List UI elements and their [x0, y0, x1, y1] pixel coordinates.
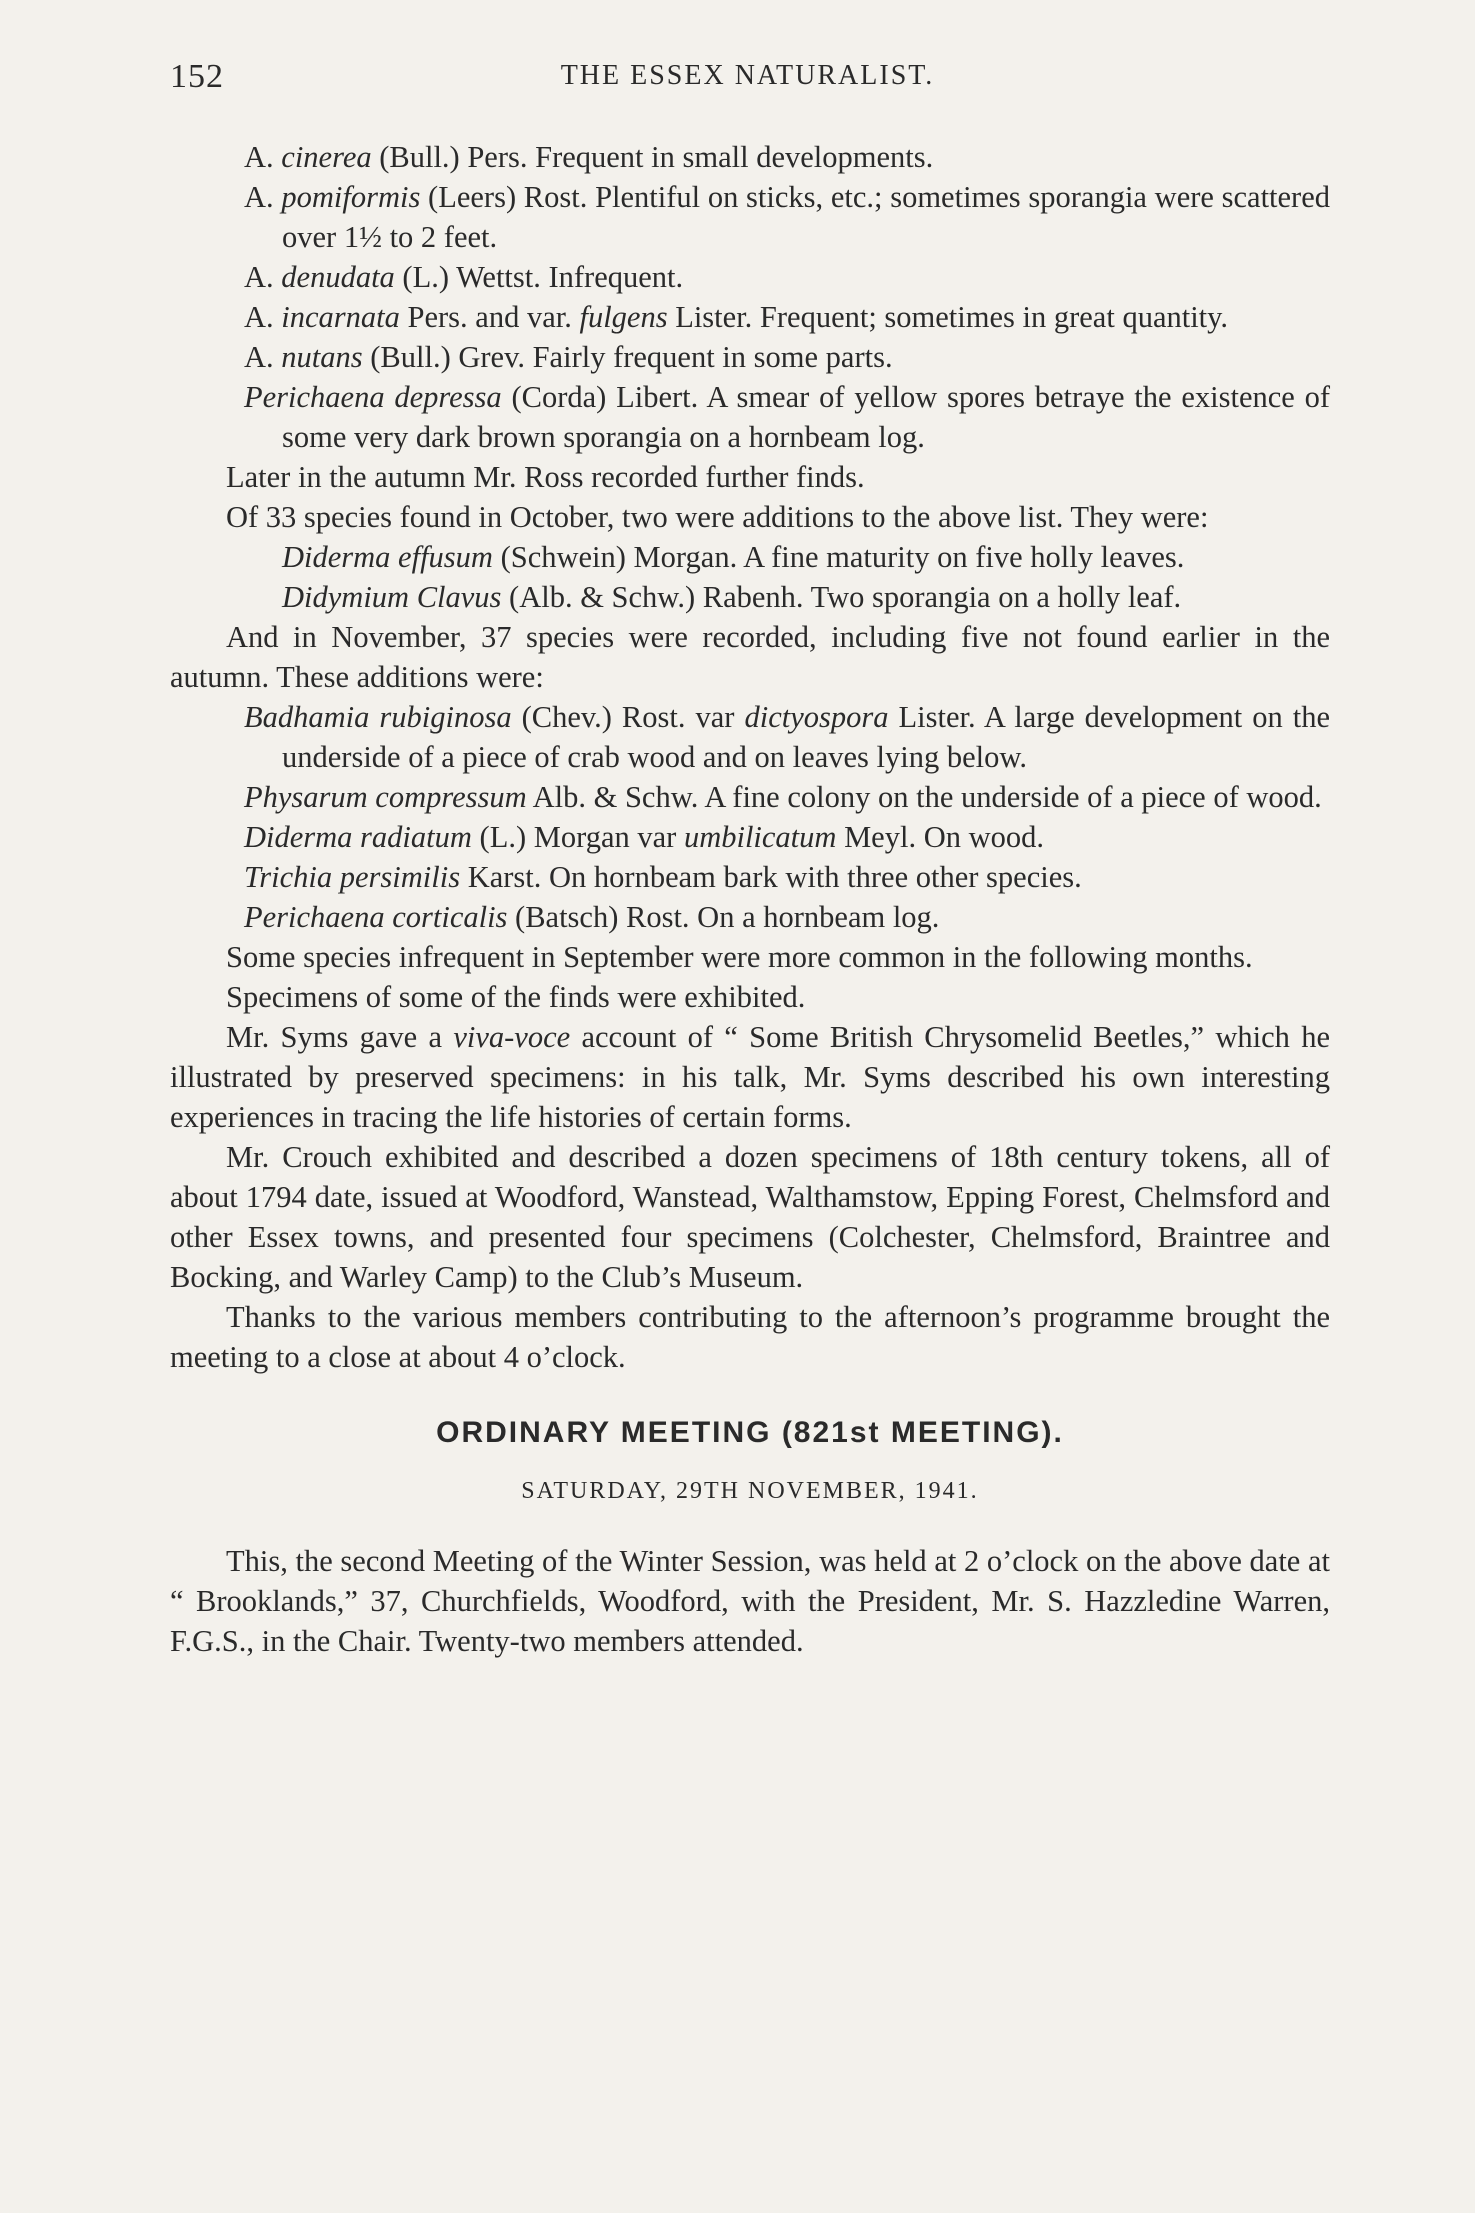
text-run: Mr. Syms gave a	[226, 1020, 454, 1054]
species-name: pomiformis	[281, 180, 421, 214]
body-text	[170, 137, 1330, 1661]
species-entry	[170, 857, 1330, 897]
genus-abbrev: A.	[244, 140, 274, 174]
paragraph: This, the second Meeting of the Winter Session, was held at 2 o’clock on the above date at “ Brooklands,” 37, Churchfields, Woodford, with the President, Mr. S. Hazzledine Warren, F.G.S., in the Chair. Twenty-two members attended.	[170, 1544, 1330, 1658]
genus-abbrev: A.	[244, 340, 274, 374]
paragraph: Mr. Crouch exhibited and described a dozen specimens of 18th century tokens, all of about 1794 date, issued at Woodford, Wanstead, Walthamstow, Epping Forest, Chelmsford and other Essex towns, and presented four specimens (Colchester, Chelmsford, Braintree and Bocking, and Warley Camp) to the Club’s Museum.	[170, 1140, 1330, 1294]
species-entry	[170, 377, 1330, 457]
paragraph: Specimens of some of the finds were exhibited.	[226, 980, 806, 1014]
species-name: Perichaena depressa	[244, 380, 502, 414]
species-entry	[170, 817, 1330, 857]
genus-abbrev: A.	[244, 300, 274, 334]
species-name: Badhamia rubiginosa	[244, 700, 512, 734]
variety-name: umbilicatum	[683, 820, 837, 854]
entry-text: (L.) Morgan var	[471, 820, 684, 854]
genus-abbrev: A.	[244, 180, 274, 214]
species-entry	[170, 537, 1330, 577]
running-title: THE ESSEX NATURALIST.	[560, 60, 935, 91]
species-name: Trichia persimilis	[244, 860, 461, 894]
entry-text: (Corda) Libert. A smear of yellow spores betraye the existence of some very dark brown sporangia on a hornbeam log.	[282, 380, 1330, 454]
paragraph	[170, 1017, 1330, 1137]
species-name: Diderma effusum	[282, 540, 493, 574]
species-name: Perichaena corticalis	[244, 900, 508, 934]
meeting-heading: ORDINARY MEETING (821st MEETING).	[436, 1416, 1064, 1449]
species-name: Diderma radiatum	[244, 820, 472, 854]
species-entry	[170, 577, 1330, 617]
species-entry	[170, 337, 1330, 377]
entry-text: Karst. On hornbeam bark with three other species.	[460, 860, 1082, 894]
species-name: incarnata	[281, 300, 400, 334]
entry-text: (Alb. & Schw.) Rabenh. Two sporangia on a holly leaf.	[501, 580, 1182, 614]
species-entry	[170, 897, 1330, 937]
entry-text: (Batsch) Rost. On a hornbeam log.	[507, 900, 940, 934]
species-entry	[170, 137, 1330, 177]
species-name: denudata	[281, 260, 395, 294]
species-entry	[170, 297, 1330, 337]
entry-text: (L.) Wettst. Infrequent.	[394, 260, 684, 294]
entry-text: Meyl. On wood.	[836, 820, 1044, 854]
species-name: cinerea	[281, 140, 372, 174]
entry-text: Alb. & Schw. A fine colony on the underside of a piece of wood.	[526, 780, 1322, 814]
paragraph: Some species infrequent in September were more common in the following months.	[226, 940, 1253, 974]
paragraph: Thanks to the various members contributing to the afternoon’s programme brought the meeting to a close at about 4 o’clock.	[170, 1300, 1330, 1374]
entry-text: Lister. Frequent; sometimes in great quantity.	[667, 300, 1229, 334]
paragraph: And in November, 37 species were recorded, including five not found earlier in the autumn. These additions were:	[170, 620, 1330, 694]
species-name: Didymium Clavus	[282, 580, 502, 614]
page-header	[170, 58, 1325, 102]
genus-abbrev: A.	[244, 260, 274, 294]
text-run: account of “ Some British Chrysomelid Beetles,” which he illustrated by preserved specimens: in his talk, Mr. Syms described his own interesting experiences in tracing the life histories of certain forms.	[170, 1020, 1330, 1134]
entry-text: (Leers) Rost. Plentiful on sticks, etc.; sometimes sporangia were scattered over 1½ to 2 feet.	[282, 180, 1331, 254]
text-run-italic: viva-voce	[453, 1020, 571, 1054]
paragraph: Later in the autumn Mr. Ross recorded further finds.	[226, 460, 865, 494]
variety-name: dictyospora	[744, 700, 889, 734]
entry-text: (Schwein) Morgan. A fine maturity on five holly leaves.	[492, 540, 1185, 574]
species-entry	[170, 177, 1330, 257]
page-number: 152	[170, 58, 224, 95]
paragraph: Of 33 species found in October, two were additions to the above list. They were:	[226, 500, 1209, 534]
entry-text: (Bull.) Grev. Fairly frequent in some parts.	[362, 340, 893, 374]
species-entry	[170, 777, 1330, 817]
entry-text: Pers. and var.	[399, 300, 580, 334]
variety-name: fulgens	[579, 300, 668, 334]
species-entry	[170, 697, 1330, 777]
entry-text: Lister. A large development on the underside of a piece of crab wood and on leaves lying below.	[282, 700, 1330, 774]
species-name: nutans	[281, 340, 363, 374]
species-name: Physarum compressum	[244, 780, 527, 814]
entry-text: (Chev.) Rost. var	[511, 700, 745, 734]
entry-text: (Bull.) Pers. Frequent in small developments.	[371, 140, 934, 174]
meeting-date: SATURDAY, 29TH NOVEMBER, 1941.	[521, 1478, 979, 1504]
species-entry	[170, 257, 1330, 297]
